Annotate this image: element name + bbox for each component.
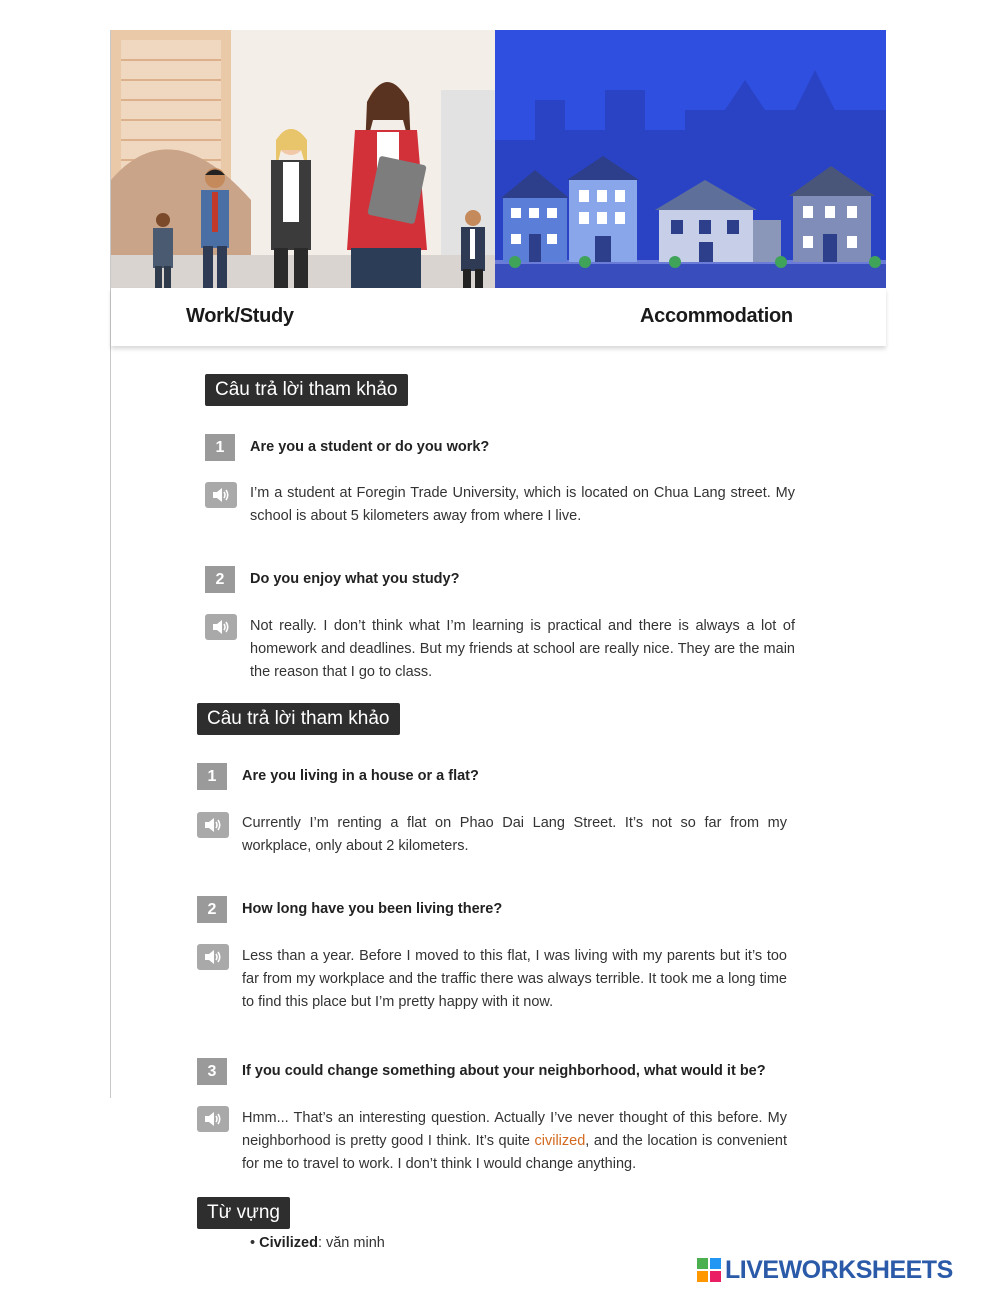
answer-text-part: , and the location is convenient for me to travel to work. I don’t think I would change anything. — [242, 1133, 788, 1172]
question-number: 1 — [197, 763, 227, 790]
answer-text-part: Hmm... That’s an interesting question. Actually I’ve never thought of this before. My neighborhood is pretty good I think. It’s quite — [242, 1110, 787, 1149]
logo-icon — [697, 1258, 723, 1284]
answer-text: Less than a year. Before I moved to this flat, I was living with my parents but it’s too far from my workplace and the traffic there was always terrible. It took me a long time to find this place but I’m pretty happy with it now. — [242, 948, 787, 1010]
vocabulary-separator: : — [317, 1235, 322, 1251]
question-text: If you could change something about your neighborhood, what would it be? — [242, 1063, 766, 1079]
audio-button[interactable] — [197, 812, 229, 838]
vocabulary-item: • Civilized: văn minh — [250, 1235, 385, 1251]
header-images — [111, 30, 886, 288]
speaker-icon — [203, 948, 223, 966]
question-text: Are you a student or do you work? — [250, 439, 490, 455]
question-number: 3 — [197, 1058, 227, 1085]
question-number: 1 — [205, 434, 235, 461]
answer-text: I’m a student at Foregin Trade University, which is located on Chua Lang street. My school is about 5 kilometers away from where I live. — [250, 485, 795, 524]
question-text: Do you enjoy what you study? — [250, 571, 460, 587]
question-number: 2 — [197, 896, 227, 923]
question-number: 2 — [205, 566, 235, 593]
work-study-illustration — [111, 30, 495, 288]
audio-button[interactable] — [197, 1106, 229, 1132]
answer-text — [242, 1107, 787, 1176]
speaker-icon — [211, 618, 231, 636]
work-study-caption: Work/Study — [186, 305, 294, 327]
audio-button[interactable] — [205, 614, 237, 640]
highlighted-word: civilized — [534, 1133, 586, 1149]
speaker-icon — [211, 486, 231, 504]
vocabulary-label: Từ vựng — [197, 1197, 290, 1229]
answer-text: Currently I’m renting a flat on Phao Dai Lang Street. It’s not so far from my workplace, only about 2 kilometers. — [242, 815, 787, 854]
audio-button[interactable] — [197, 944, 229, 970]
answer-text: Not really. I don’t think what I’m learning is practical and there is always a lot of homework and deadlines. But my friends at school are really nice. They are the main the reason that I go to class. — [250, 618, 795, 680]
section-label: Câu trả lời tham khảo — [197, 703, 400, 735]
vocabulary-term: Civilized — [259, 1235, 318, 1251]
speaker-icon — [203, 816, 223, 834]
section-label: Câu trả lời tham khảo — [205, 374, 408, 406]
header-caption-bar — [111, 288, 886, 346]
speaker-icon — [203, 1110, 223, 1128]
accommodation-caption: Accommodation — [640, 305, 793, 327]
accommodation-illustration — [495, 30, 886, 288]
audio-button[interactable] — [205, 482, 237, 508]
vocabulary-meaning: văn minh — [321, 1235, 385, 1251]
question-text: How long have you been living there? — [242, 901, 503, 917]
logo-text: LIVEWORKSHEETS — [725, 1256, 953, 1284]
question-text: Are you living in a house or a flat? — [242, 768, 479, 784]
